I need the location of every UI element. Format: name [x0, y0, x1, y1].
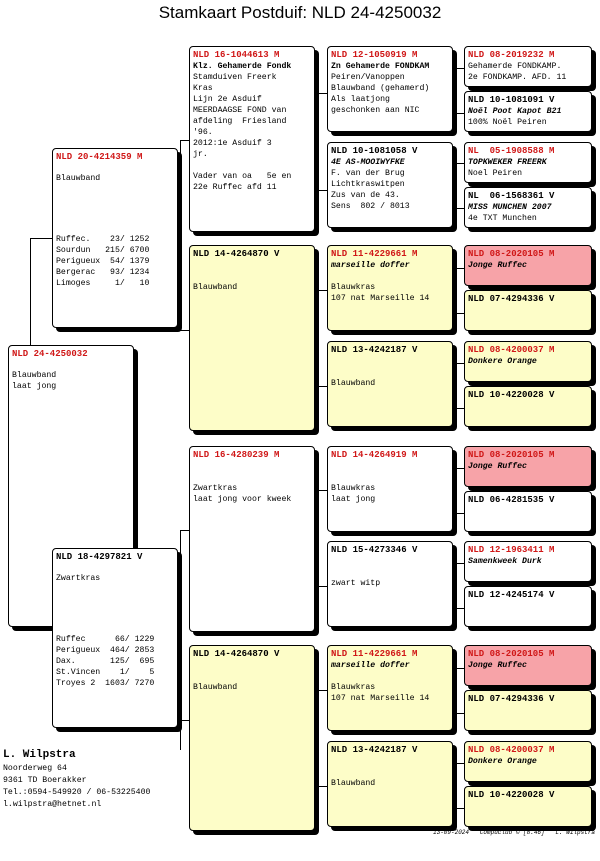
card-line: laat jong	[331, 495, 376, 504]
connector	[180, 530, 181, 750]
card-line: Lijn 2e Asduif	[193, 95, 262, 104]
pigeon-card-mmf[interactable]	[327, 645, 453, 731]
connector	[318, 490, 319, 587]
owner-block	[3, 747, 150, 811]
footer: 13-09-2024 Compuclub © [8.46] L. Wilpstra	[433, 829, 596, 836]
owner-postcode: 9361 TD Boerakker	[3, 776, 87, 785]
card-line: Kras	[193, 84, 213, 93]
ring-number: NLD 13-4242187 V	[331, 745, 418, 755]
card-line: laat jong	[12, 382, 57, 391]
connector	[455, 668, 456, 713]
card-line: Zwartkras	[193, 484, 238, 493]
connector	[180, 720, 189, 721]
ring-number: NL 05-1908588 M	[468, 146, 555, 156]
pigeon-name: MISS MUNCHEN 2007	[468, 203, 552, 212]
card-line: 107 nat Marseille 14	[331, 694, 430, 703]
ring-number: NLD 11-4229661 M	[331, 249, 418, 259]
card-line: 100% Noël Peiren	[468, 118, 547, 127]
card-line: Blauwband	[331, 379, 376, 388]
connector	[30, 238, 52, 239]
card-line: Als laatjong	[331, 95, 390, 104]
card-line: geschonken aan NIC	[331, 106, 420, 115]
pigeon-name: Samenkweek Durk	[468, 557, 542, 566]
pigeon-card-gg11[interactable]	[464, 541, 592, 582]
pigeon-card-gg7[interactable]	[464, 341, 592, 382]
race-result: Sourdun 215/ 6700	[56, 246, 150, 255]
pigeon-card-gg6[interactable]	[464, 290, 592, 331]
pigeon-card-fmm[interactable]	[327, 341, 453, 427]
card-line: Sens 802 / 8013	[331, 202, 410, 211]
ring-number: NLD 13-4242187 V	[331, 345, 418, 355]
pigeon-card-gg8[interactable]	[464, 386, 592, 427]
card-line	[331, 461, 449, 472]
connector	[318, 93, 319, 190]
connector	[180, 330, 189, 331]
card-line: 2012:1e Asduif 3	[193, 139, 272, 148]
pigeon-card-gg4[interactable]	[464, 187, 592, 228]
pigeon-card-father[interactable]	[52, 148, 178, 328]
ring-number: NLD 14-4264870 V	[193, 649, 280, 659]
ring-number: NLD 08-4200037 M	[468, 345, 555, 355]
pigeon-card-gg12[interactable]	[464, 586, 592, 627]
ring-number: NLD 20-4214359 M	[56, 152, 143, 162]
card-line: Blauwband	[12, 371, 57, 380]
ring-number: NLD 12-4245174 V	[468, 590, 555, 600]
connector	[455, 763, 456, 808]
owner-address: Noorderweg 64	[3, 764, 67, 773]
connector	[455, 113, 464, 114]
pigeon-card-gg3[interactable]	[464, 142, 592, 183]
connector	[455, 563, 464, 564]
connector	[455, 163, 464, 164]
ring-number: NLD 08-2020105 M	[468, 450, 555, 460]
spacer	[56, 163, 174, 173]
pigeon-name: Zn Gehamerde FONDKAM	[331, 62, 430, 71]
card-line	[331, 556, 449, 567]
pigeon-name: Jonge Ruffec	[468, 261, 527, 270]
owner-phone: Tel.:0594-549920 / 06-53225400	[3, 788, 151, 797]
spacer	[56, 184, 174, 234]
ring-number: NLD 24-4250032	[12, 349, 88, 359]
race-result: Limoges 1/ 10	[56, 279, 150, 288]
race-result: Ruffec 66/ 1229	[56, 635, 155, 644]
card-line: Blauwkras	[331, 283, 376, 292]
race-result: Ruffec. 23/ 1252	[56, 235, 150, 244]
pigeon-card-gg15[interactable]	[464, 741, 592, 782]
connector	[318, 190, 327, 191]
card-line	[193, 271, 311, 282]
pigeon-card-mf[interactable]	[189, 446, 315, 632]
connector	[455, 363, 464, 364]
connector	[180, 530, 189, 531]
card-line: Gehamerde FONDKAMP.	[468, 62, 562, 71]
card-line	[193, 461, 311, 472]
connector	[455, 513, 464, 514]
card-line: '96.	[193, 128, 213, 137]
connector	[318, 290, 327, 291]
connector	[318, 690, 327, 691]
connector	[455, 608, 464, 609]
card-line: Blauwband (gehamerd)	[331, 84, 430, 93]
connector	[455, 468, 456, 513]
pigeon-name: Jonge Ruffec	[468, 462, 527, 471]
card-line	[331, 767, 449, 778]
ring-number: NLD 08-2019232 M	[468, 50, 555, 60]
race-result: Troyes 2 1603/ 7270	[56, 679, 155, 688]
card-line: Blauwkras	[331, 683, 376, 692]
connector	[455, 763, 464, 764]
card-line: Vader van oa 5e en	[193, 172, 292, 181]
spacer	[56, 584, 174, 634]
connector	[455, 668, 464, 669]
card-line	[193, 671, 311, 682]
card-line: Noel Peiren	[468, 169, 523, 178]
card-line: Peiren/Vanoppen	[331, 73, 405, 82]
connector	[318, 690, 319, 787]
ring-number: NLD 08-2020105 M	[468, 249, 555, 259]
ring-number: NLD 16-4280239 M	[193, 450, 280, 460]
ring-number: NLD 16-1044613 M	[193, 50, 280, 60]
card-line	[193, 160, 311, 171]
connector	[455, 408, 464, 409]
connector	[180, 140, 181, 290]
pigeon-card-ff[interactable]	[189, 46, 315, 232]
ring-number: NLD 14-4264919 M	[331, 450, 418, 460]
connector	[455, 268, 456, 313]
pigeon-card-fm[interactable]	[189, 245, 315, 431]
ring-number: NLD 10-4220028 V	[468, 790, 555, 800]
card-line: 22e Ruffec afd 11	[193, 183, 277, 192]
ring-number: NLD 08-2020105 M	[468, 649, 555, 659]
card-line: F. van der Brug	[331, 169, 405, 178]
card-line	[331, 271, 449, 282]
card-line: 4e TXT Munchen	[468, 214, 537, 223]
connector	[455, 563, 456, 608]
pigeon-card-gg16[interactable]	[464, 786, 592, 827]
card-line	[331, 567, 449, 578]
pigeon-name: TOPKWEKER FREERK	[468, 158, 547, 167]
connector	[318, 786, 327, 787]
pigeon-name: marseille doffer	[331, 261, 410, 270]
connector	[318, 490, 327, 491]
owner-name: L. Wilpstra	[3, 749, 76, 761]
page-title: Stamkaart Postduif: NLD 24-4250032	[158, 3, 442, 22]
connector	[455, 468, 464, 469]
card-line: jr.	[193, 150, 208, 159]
ring-number: NLD 10-1081058 V	[331, 146, 418, 156]
connector	[318, 586, 327, 587]
card-line: Blauwband	[193, 683, 238, 692]
connector	[455, 68, 456, 113]
card-line: Lichtkraswitpen	[331, 180, 405, 189]
pigeon-name: Donkere Orange	[468, 357, 537, 366]
pigeon-card-gg10[interactable]	[464, 491, 592, 532]
race-result: Dax. 125/ 695	[56, 657, 155, 666]
card-line: 107 nat Marseille 14	[331, 294, 430, 303]
connector	[455, 208, 464, 209]
card-line: Blauwband	[56, 174, 101, 183]
ring-number: NLD 12-1963411 M	[468, 545, 555, 555]
ring-number: NLD 15-4273346 V	[331, 545, 418, 555]
card-line: Zwartkras	[56, 574, 101, 583]
card-line: Blauwkras	[331, 484, 376, 493]
pigeon-name: Klz. Gehamerde Fondk	[193, 62, 292, 71]
connector	[180, 140, 189, 141]
pigeon-card-mm[interactable]	[189, 645, 315, 831]
connector	[30, 238, 31, 346]
pigeon-card-gg9[interactable]	[464, 446, 592, 487]
ring-number: NLD 07-4294336 V	[468, 694, 555, 704]
card-line	[331, 356, 449, 367]
card-line	[193, 260, 311, 271]
card-line: MEERDAAGSE FOND van	[193, 106, 287, 115]
connector	[455, 713, 464, 714]
connector	[318, 386, 327, 387]
connector	[318, 93, 327, 94]
pigeon-name: Jonge Ruffec	[468, 661, 527, 670]
race-result: Perigueux 464/ 2853	[56, 646, 155, 655]
pigeon-card-mother[interactable]	[52, 548, 178, 728]
owner-email: l.wilpstra@hetnet.nl	[3, 800, 102, 809]
connector	[455, 163, 456, 208]
card-line	[331, 472, 449, 483]
card-line: Blauwband	[193, 283, 238, 292]
race-result: Bergerac 93/ 1234	[56, 268, 150, 277]
race-result: St.Vincen 1/ 5	[56, 668, 155, 677]
ring-number: NLD 08-4200037 M	[468, 745, 555, 755]
pigeon-card-gg13[interactable]	[464, 645, 592, 686]
ring-number: NL 06-1568361 V	[468, 191, 555, 201]
card-line: Zus van de 43.	[331, 191, 400, 200]
pigeon-card-gg1[interactable]	[464, 46, 592, 87]
race-result: Perigueux 54/ 1379	[56, 257, 150, 266]
card-line	[193, 660, 311, 671]
pigeon-card-mmm[interactable]	[327, 741, 453, 827]
card-line: Stamduiven Freerk	[193, 73, 277, 82]
pigeon-name: Donkere Orange	[468, 757, 537, 766]
connector	[318, 290, 319, 387]
ring-number: NLD 18-4297821 V	[56, 552, 143, 562]
pigeon-card-gg14[interactable]	[464, 690, 592, 731]
pigeon-card-mfm[interactable]	[327, 541, 453, 627]
pigeon-name: marseille doffer	[331, 661, 410, 670]
pigeon-card-gg2[interactable]	[464, 91, 592, 132]
card-line: afdeling Friesland	[193, 117, 287, 126]
connector	[455, 313, 464, 314]
card-line	[331, 671, 449, 682]
connector	[455, 808, 464, 809]
card-line: laat jong voor kweek	[193, 495, 292, 504]
ring-number: NLD 11-4229661 M	[331, 649, 418, 659]
pigeon-name: Noël Poot Kapot B21	[468, 107, 562, 116]
card-line: 2e FONDKAMP. AFD. 11	[468, 73, 567, 82]
ring-number: NLD 07-4294336 V	[468, 294, 555, 304]
ring-number: NLD 10-4220028 V	[468, 390, 555, 400]
pigeon-card-mff[interactable]	[327, 446, 453, 532]
pigeon-card-fmf[interactable]	[327, 245, 453, 331]
card-line	[193, 472, 311, 483]
pigeon-card-gg5[interactable]	[464, 245, 592, 286]
ring-number: NLD 10-1081091 V	[468, 95, 555, 105]
card-line	[331, 367, 449, 378]
pigeon-name: 4E AS-MOOIWYFKE	[331, 158, 405, 167]
card-line: Blauwband	[331, 779, 376, 788]
connector	[455, 68, 464, 69]
ring-number: NLD 14-4264870 V	[193, 249, 280, 259]
pigeon-card-fff[interactable]	[327, 46, 453, 132]
ring-number: NLD 12-1050919 M	[331, 50, 418, 60]
connector	[455, 363, 456, 408]
connector	[455, 268, 464, 269]
ring-number: NLD 06-4281535 V	[468, 495, 555, 505]
spacer	[12, 360, 130, 370]
spacer	[56, 563, 174, 573]
card-line	[331, 756, 449, 767]
pigeon-card-ffm[interactable]	[327, 142, 453, 228]
card-line: zwart witp	[331, 579, 381, 588]
